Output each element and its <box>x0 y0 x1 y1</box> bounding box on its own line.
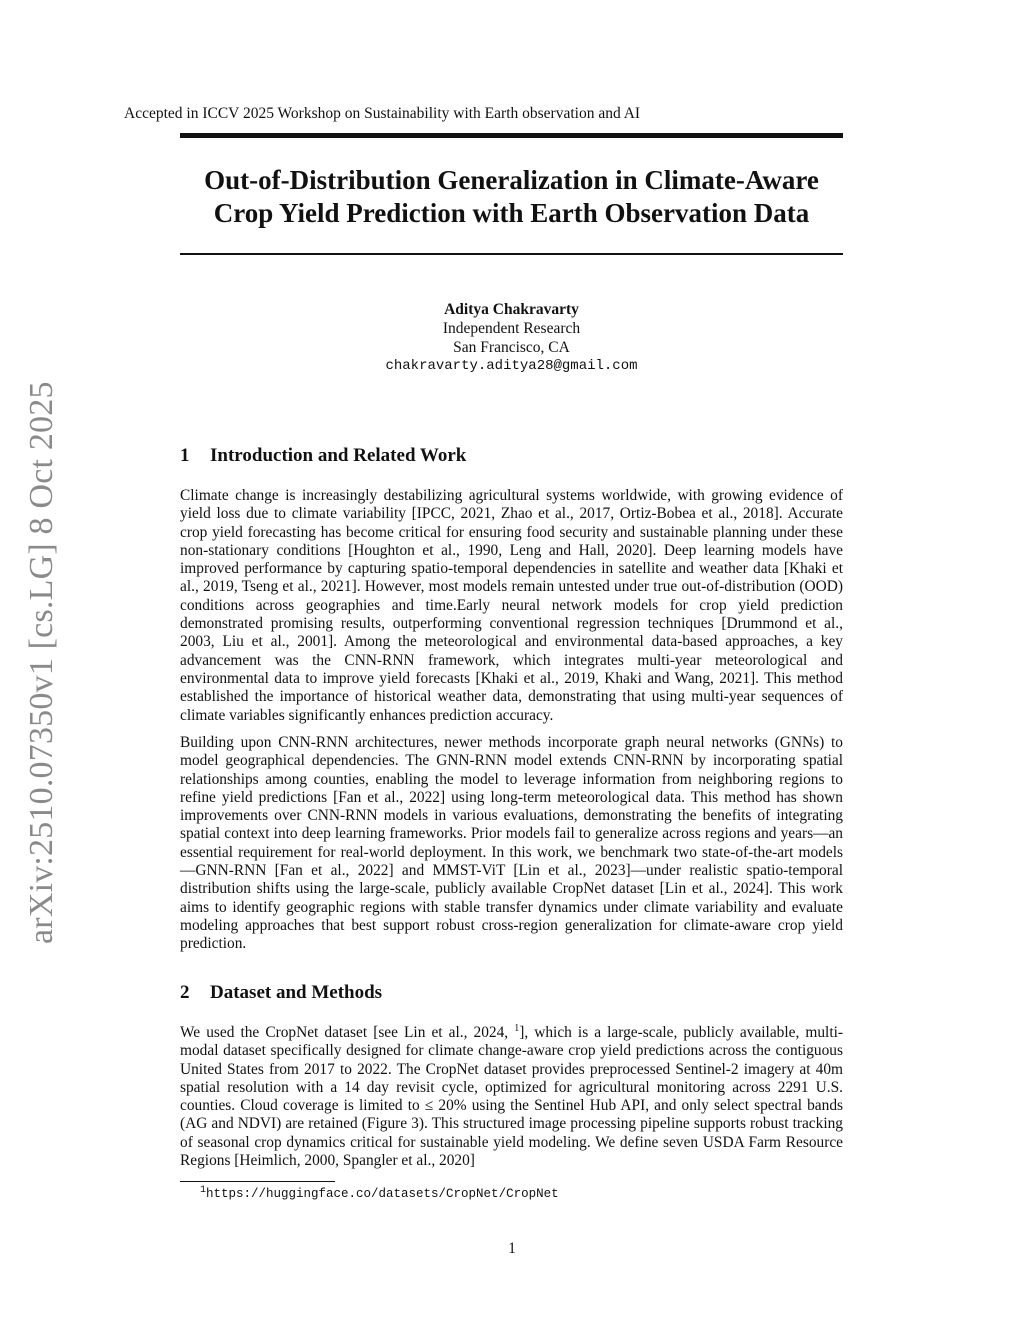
section-heading-1 <box>180 445 466 467</box>
section-title: Introduction and Related Work <box>210 445 467 466</box>
page-number: 1 <box>508 1240 516 1257</box>
title-bottom-rule <box>180 253 843 255</box>
footnote-number: 1 <box>200 1184 207 1196</box>
paragraph-text: ], which is a large-scale, publicly available, multi-modal dataset specifically designed for climate change-aware crop yield predictions across the contiguous United States from 2017 to 2022. The CropNet dataset provides preprocessed Sentinel-2 imagery at 40m spatial resolution with a 14 day revisit cycle, optimized for agricultural monitoring across 2291 U.S. counties. Cloud coverage is limited to ≤ 20% using the Sentinel Hub API, and only select spectral bands (AG and NDVI) are retained (Figure 3). This structured image processing pipeline supports robust tracking of seasonal crop dynamics critical for sustainable yield modeling. We define seven USDA Farm Resource Regions [Heimlich, 2000, Spangler et al., 2020] <box>180 1024 843 1170</box>
author-affiliation: Independent Research <box>442 320 581 337</box>
footnote-marker[interactable]: 1 <box>514 1022 520 1034</box>
paper-title <box>180 164 843 230</box>
section-title: Dataset and Methods <box>210 982 383 1003</box>
author-email[interactable]: chakravarty.aditya28@gmail.com <box>385 358 638 374</box>
section-number: 2 <box>180 982 190 1003</box>
author-block <box>180 300 843 376</box>
paragraph: Climate change is increasingly destabilizing agricultural systems worldwide, with growing evidence of yield loss due to climate variability [IPCC, 2021, Zhao et al., 2017, Ortiz-Bobea et al., 2018]. Accurate crop yield forecasting has become critical for ensuring food security and sustainable planning under these non-stationary conditions [Houghton et al., 1990, Leng and Hall, 2020]. Deep learning models have improved performance by capturing spatio-temporal dependencies in satellite and weather data [Khaki et al., 2019, Tseng et al., 2021]. However, most models remain untested under true out-of-distribution (OOD) conditions across geographies and time.Early neural network models for crop yield prediction demonstrated promising results, outperforming conventional regression techniques [Drummond et al., 2003, Liu et al., 2001]. Among the meteorological and environmental data-based approaches, a key advancement was the CNN-RNN framework, which integrates multi-year meteorological and environmental data to improve yield forecasts [Khaki et al., 2019, Khaki and Wang, 2021]. This method established the importance of historical weather data, demonstrating that using multi-year sequences of climate variables significantly enhances prediction accuracy. <box>180 487 843 724</box>
footnote-rule <box>180 1181 335 1182</box>
paragraph <box>180 1024 843 1170</box>
author-location: San Francisco, CA <box>453 339 570 356</box>
author-name: Aditya Chakravarty <box>444 301 579 318</box>
arxiv-stamp: arXiv:2510.07350v1 [cs.LG] 8 Oct 2025 <box>23 381 60 944</box>
title-top-rule <box>180 133 843 138</box>
paragraph-text: We used the CropNet dataset [see Lin et al., 2024, <box>180 1024 515 1041</box>
section-heading-2 <box>180 982 382 1004</box>
footnote <box>200 1186 559 1202</box>
title-line-1: Out-of-Distribution Generalization in Climate-Aware <box>204 165 819 195</box>
section-number: 1 <box>180 445 190 466</box>
title-line-2: Crop Yield Prediction with Earth Observation Data <box>213 198 810 228</box>
header-note: Accepted in ICCV 2025 Workshop on Sustainability with Earth observation and AI <box>124 105 641 122</box>
footnote-url[interactable]: https://huggingface.co/datasets/CropNet/CropNet <box>206 1187 559 1201</box>
paragraph: Building upon CNN-RNN architectures, newer methods incorporate graph neural networks (GNNs) to model geographical dependencies. The GNN-RNN model extends CNN-RNN by incorporating spatial relationships among counties, enabling the model to leverage information from neighboring regions to refine yield predictions [Fan et al., 2022] using long-term meteorological data. This method has shown improvements over CNN-RNN models in various evaluations, demonstrating the benefits of integrating spatial context into deep learning frameworks. Prior models fail to generalize across regions and years—an essential requirement for real-world deployment. In this work, we benchmark two state-of-the-art models—GNN-RNN [Fan et al., 2022] and MMST-ViT [Lin et al., 2023]—under realistic spatio-temporal distribution shifts using the large-scale, publicly available CropNet dataset [Lin et al., 2024]. This work aims to identify geographic regions with stable transfer dynamics under climate variability and evaluate modeling approaches that best support robust cross-region generalization for climate-aware crop yield prediction. <box>180 734 843 953</box>
